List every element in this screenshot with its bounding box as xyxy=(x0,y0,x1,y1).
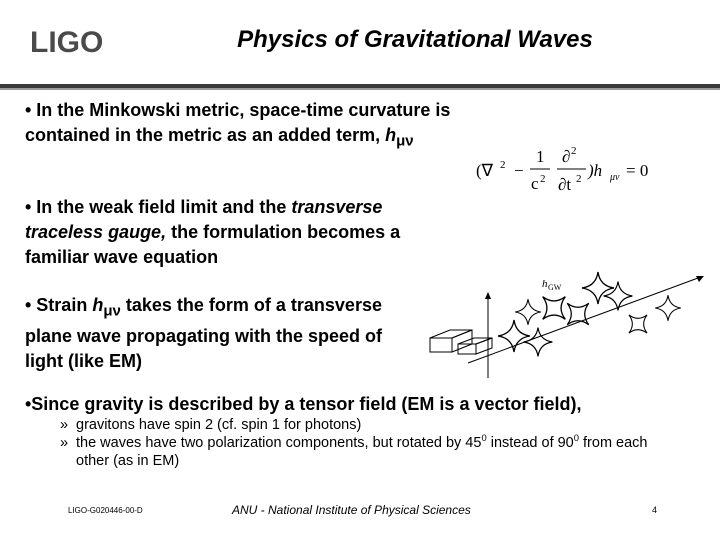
eq-minus: − xyxy=(514,161,524,180)
eq-open: (∇ xyxy=(476,161,494,180)
polarization-shapes xyxy=(498,272,681,356)
hgw-label: h xyxy=(542,278,548,290)
test-mass-box-2 xyxy=(458,338,492,354)
bullet-weak-field xyxy=(25,195,455,270)
eq-dnum-sq: 2 xyxy=(571,145,577,157)
eq-equals: = 0 xyxy=(626,161,649,180)
sub-bullet-text: the waves have two polarization components, but rotated by $45^0$ instead of $90^0$ from each other (as in EM) xyxy=(76,432,648,469)
bullet-text: • Strain xyxy=(25,295,93,315)
y-axis-arrowhead xyxy=(485,292,491,299)
eq-num: 1 xyxy=(536,147,545,166)
sub-bullet-text: gravitons have spin 2 (cf. spin 1 for photons) xyxy=(76,417,362,433)
bullet-text: takes the form of a transverse plane wave propagating with the speed of light (like EM) xyxy=(25,295,383,371)
bullet-text: •Since gravity is described by a tensor field (EM is a vector field), xyxy=(25,394,582,414)
eq-dden-sq: 2 xyxy=(576,173,582,185)
mu-nu-subscript: μν xyxy=(103,302,121,320)
eq-close: )h xyxy=(588,161,603,180)
slide-title: Physics of Gravitational Waves xyxy=(237,26,593,53)
eq-den: c xyxy=(531,174,539,193)
propagation-axis xyxy=(468,278,698,363)
bullet-minkowski xyxy=(25,98,455,154)
sub-bullet-list xyxy=(60,416,680,470)
tt-gauge-text: transverse traceless gauge, xyxy=(25,197,383,242)
sub-bullet-marker: » xyxy=(60,417,69,433)
propagation-arrowhead xyxy=(696,276,704,282)
bullet-text: • In the Minkowski metric, space-time curvature is contained in the metric as an added term, xyxy=(25,100,451,145)
gw-propagation-diagram xyxy=(428,268,720,384)
institution-name: ANU - National Institute of Physical Sciences xyxy=(232,503,471,517)
sub-bullet-spin xyxy=(60,416,680,434)
bullet-text: • In the weak field limit and the xyxy=(25,197,292,217)
eq-sq: 2 xyxy=(500,159,506,171)
eq-den-sq: 2 xyxy=(540,173,546,185)
eq-dnum: ∂ xyxy=(562,147,571,166)
eq-dden: ∂t xyxy=(558,175,572,194)
h-symbol: h xyxy=(92,295,104,315)
bullet-strain xyxy=(25,293,425,374)
eq-sub: μν xyxy=(610,172,620,183)
h-symbol: h xyxy=(385,125,397,145)
hgw-sub: GW xyxy=(548,283,562,292)
wave-equation xyxy=(474,142,660,198)
mu-nu-subscript: μν xyxy=(396,132,414,150)
title-divider-shadow xyxy=(0,88,720,90)
ligo-logo xyxy=(30,24,112,60)
sub-bullet-polarization xyxy=(60,434,680,470)
logo-text: LIGO xyxy=(30,26,104,59)
sub-bullet-marker: » xyxy=(60,435,69,451)
document-id: LIGO-G020446-00-D xyxy=(68,506,143,515)
bullet-tensor-field xyxy=(25,392,705,417)
bullet-text: the formulation becomes a familiar wave equation xyxy=(25,222,401,267)
page-number: 4 xyxy=(652,505,658,515)
